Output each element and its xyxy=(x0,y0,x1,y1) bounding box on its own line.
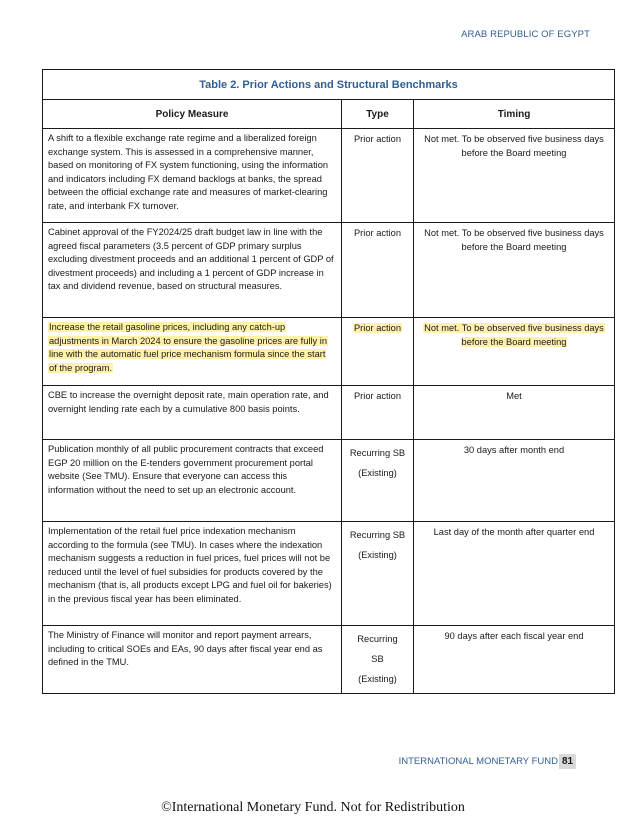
highlighted-text: Increase the retail gasoline prices, including any catch-up adjustments in March 2024 to ensure the gasoline prices are fully in line with the automatic fuel price mechanism formula since the start of the program. xyxy=(49,322,328,373)
policy-measure-cell xyxy=(43,318,342,386)
type-cell: Prior action xyxy=(342,223,414,318)
timing-cell: Last day of the month after quarter end xyxy=(414,522,615,626)
page-number: 81 xyxy=(559,754,576,769)
type-label: Recurring SB xyxy=(349,448,406,458)
policy-measure-cell: Publication monthly of all public procurement contracts that exceed EGP 20 million on the E-tenders government procurement portal website (See TMU). Ensure that everyone can access this information without the need to set up an electronic account. xyxy=(43,440,342,522)
table-row xyxy=(43,626,615,694)
type-cell: Prior action xyxy=(342,386,414,440)
type-cell xyxy=(342,626,414,694)
policy-measure-cell: A shift to a flexible exchange rate regime and a liberalized foreign exchange system. This is assessed in a comprehensive manner, based on monitoring of FX system functioning, using the information and indicators including FX demand backlogs at banks, the spread between the official exchange rate and measures of market-clearing rate, and interbank FX turnover. xyxy=(43,129,342,223)
type-label: Recurring xyxy=(357,634,398,644)
table-row xyxy=(43,129,615,223)
table-row xyxy=(43,440,615,522)
prior-actions-table xyxy=(42,69,615,694)
timing-cell: Not met. To be observed five business days before the Board meeting xyxy=(414,223,615,318)
policy-measure-cell: Implementation of the retail fuel price indexation mechanism according to the formula (see TMU). In cases where the indexation mechanism suggests a reduction in fuel prices, fuel prices will not be reduced until the level of fuel subsidies for products covered by the mechanism (that is, all products except LPG and fuel oil for bakeries) in the previous fiscal year has been eliminated. xyxy=(43,522,342,626)
highlighted-text: Prior action xyxy=(353,323,402,333)
highlighted-text: Not met. To be observed five business days before the Board meeting xyxy=(424,323,604,347)
column-header-type: Type xyxy=(342,100,414,129)
type-sublabel: (Existing) xyxy=(358,468,397,478)
footer-organization: INTERNATIONAL MONETARY FUND xyxy=(398,756,558,767)
copyright-notice: ©International Monetary Fund. Not for Redistribution xyxy=(161,800,465,815)
timing-cell xyxy=(414,318,615,386)
table-row xyxy=(43,386,615,440)
policy-measure-cell: CBE to increase the overnight deposit rate, main operation rate, and overnight lending rate each by a cumulative 800 basis points. xyxy=(43,386,342,440)
table-title-cell xyxy=(43,70,615,100)
policy-measure-cell: The Ministry of Finance will monitor and report payment arrears, including to critical SOEs and EAs, 90 days after fiscal year end as defined in the TMU. xyxy=(43,626,342,694)
table-row xyxy=(43,522,615,626)
policy-measure-cell: Cabinet approval of the FY2024/25 draft budget law in line with the agreed fiscal parameters (3.5 percent of GDP primary surplus excluding divestment proceeds and an additional 1 percent of GDP of divestment proceeds) and including a 1 percent of GDP increase in tax and dividend revenue, based on structural measures. xyxy=(43,223,342,318)
timing-cell: 90 days after each fiscal year end xyxy=(414,626,615,694)
running-header: ARAB REPUBLIC OF EGYPT xyxy=(461,29,590,40)
type-cell: Prior action xyxy=(342,129,414,223)
type-sublabel: (Existing) xyxy=(358,550,397,560)
timing-cell: 30 days after month end xyxy=(414,440,615,522)
table-title: Table 2. Prior Actions and Structural Benchmarks xyxy=(199,78,458,91)
type-sublabel: (Existing) xyxy=(358,674,397,684)
type-label: Recurring SB xyxy=(349,530,406,540)
table-row xyxy=(43,223,615,318)
type-cell xyxy=(342,318,414,386)
column-header-timing: Timing xyxy=(414,100,615,129)
type-cell xyxy=(342,522,414,626)
column-header-policy-measure: Policy Measure xyxy=(43,100,342,129)
type-cell xyxy=(342,440,414,522)
timing-cell: Not met. To be observed five business days before the Board meeting xyxy=(414,129,615,223)
table-row-highlighted xyxy=(43,318,615,386)
timing-cell: Met xyxy=(414,386,615,440)
type-label-line2: SB xyxy=(371,654,384,664)
